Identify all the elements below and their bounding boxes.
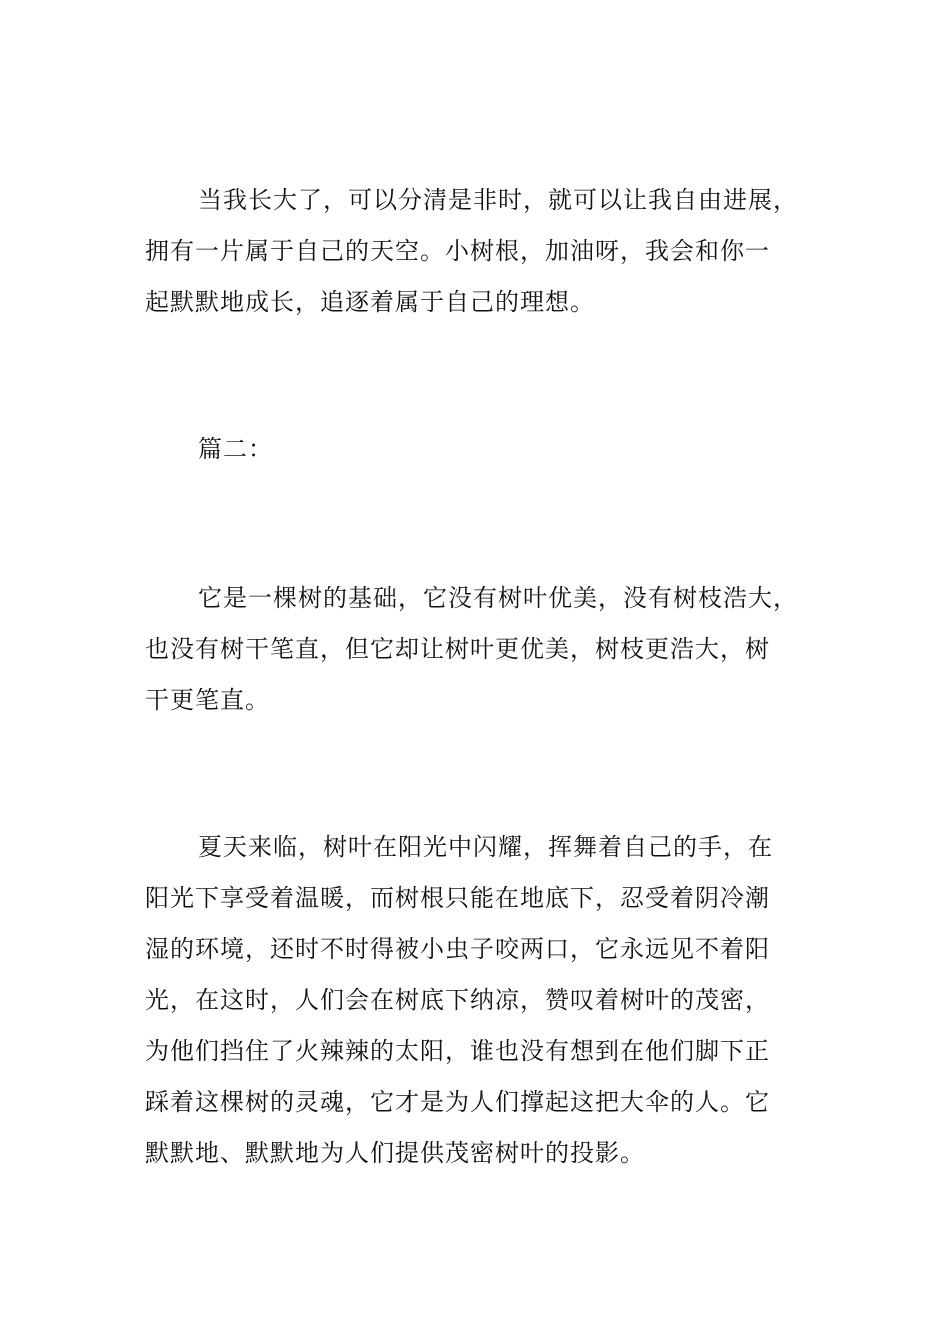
paragraph-line: 夏天来临，树叶在阳光中闪耀，挥舞着自己的手，在	[198, 833, 773, 861]
paragraph-line: 当我长大了，可以分清是非时，就可以让我自由进展，	[198, 186, 798, 214]
paragraph-line: 拥有一片属于自己的天空。小树根，加油呀，我会和你一	[145, 237, 770, 265]
paragraph-line: 它是一棵树的基础，它没有树叶优美，没有树枝浩大，	[198, 584, 798, 612]
section-heading-text: 篇二：	[198, 435, 273, 463]
paragraph-line: 起默默地成长，追逐着属于自己的理想。	[145, 288, 595, 316]
paragraph-line: 踩着这棵树的灵魂，它才是为人们撑起这把大伞的人。它	[145, 1088, 770, 1116]
paragraph-3	[145, 822, 825, 1179]
paragraph-line: 光，在这时，人们会在树底下纳凉，赞叹着树叶的茂密，	[145, 986, 770, 1014]
paragraph-line: 干更笔直。	[145, 686, 270, 714]
paragraph-line: 阳光下享受着温暖，而树根只能在地底下，忍受着阴冷潮	[145, 884, 770, 912]
paragraph-1	[145, 175, 825, 328]
paragraph-line: 默默地、默默地为人们提供茂密树叶的投影。	[145, 1139, 645, 1167]
paragraph-line: 湿的环境，还时不时得被小虫子咬两口，它永远见不着阳	[145, 935, 770, 963]
paragraph-line: 为他们挡住了火辣辣的太阳，谁也没有想到在他们脚下正	[145, 1037, 770, 1065]
paragraph-2	[145, 573, 825, 726]
paragraph-line: 也没有树干笔直，但它却让树叶更优美，树枝更浩大，树	[145, 635, 770, 663]
section-heading	[145, 424, 825, 475]
